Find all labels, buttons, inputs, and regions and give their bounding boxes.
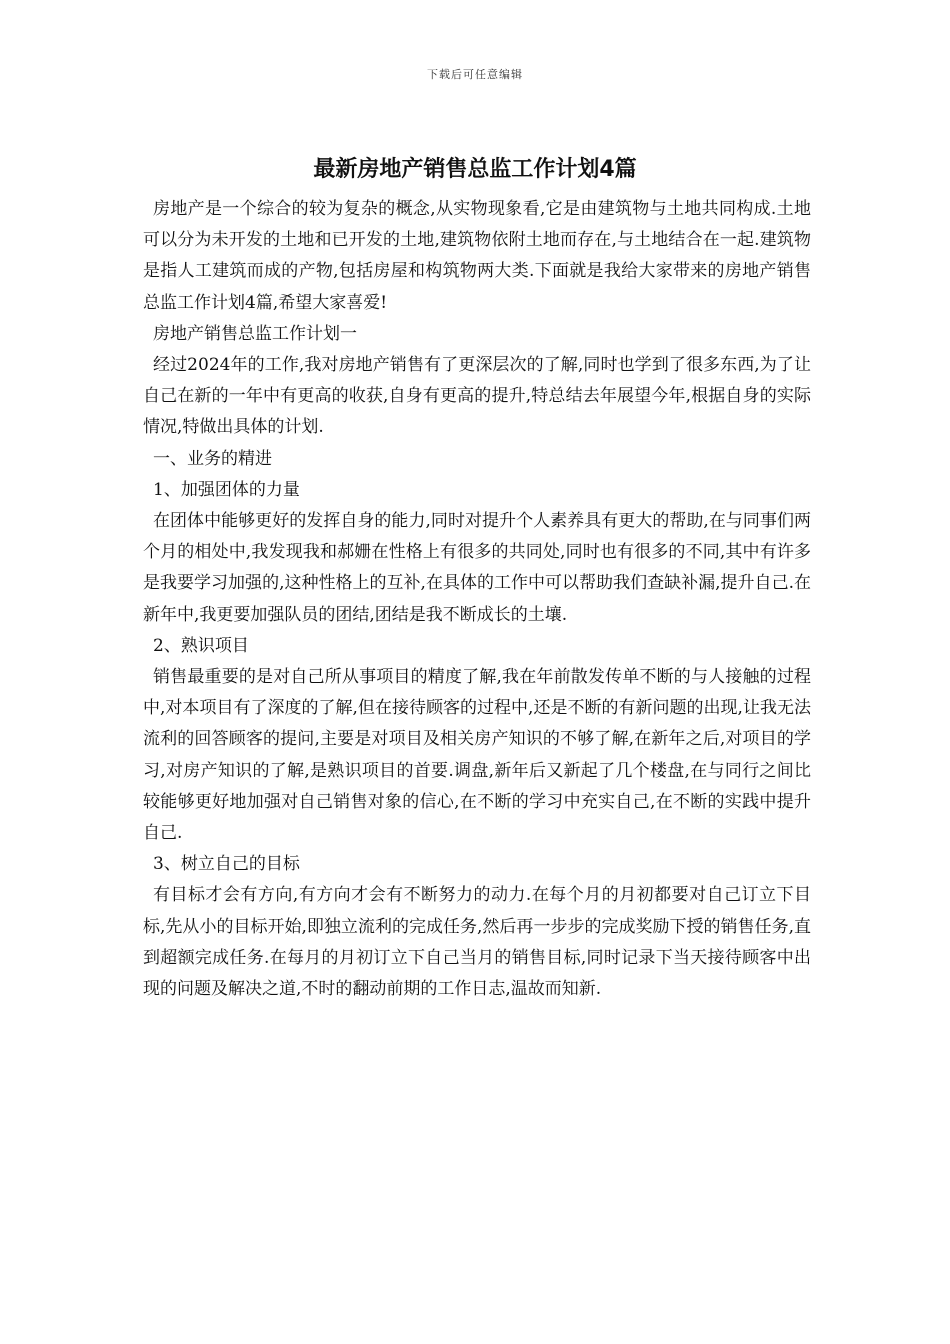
paragraph-goals: 有目标才会有方向,有方向才会有不断努力的动力.在每个月的月初都要对自己订立下目标,先从小的目标开始,即独立流利的完成任务,然后再一步步的完成奖励下授的销售任务,直到超额完成任务.在每月的月初订立下自己当月的销售目标,同时记录下当天接待顾客中出现的问题及解决之道,不时的翻动前期的工作日志,温故而知新.: [143, 885, 811, 1000]
subheading-project: 2、熟识项目: [153, 635, 249, 656]
paragraph-project: 销售最重要的是对自己所从事项目的精度了解,我在年前散发传单不断的与人接触的过程中,对本项目有了深度的了解,但在接待顾客的过程中,还是不断的有新问题的出现,让我无法流利的回答顾客的提问,主要是对项目及相关房产知识的不够了解,在新年之后,对项目的学习,对房产知识的了解,是熟识项目的首要.调盘,新年后又新起了几个楼盘,在与同行之间比较能够更好地加强对自己销售对象的信心,在不断的学习中充实自己,在不断的实践中提升自己.: [143, 667, 811, 844]
paragraph-plan-one-intro: 经过2024年的工作,我对房地产销售有了更深层次的了解,同时也学到了很多东西,为了让自己在新的一年中有更高的收获,自身有更高的提升,特总结去年展望今年,根据自身的实际情况,特做出具体的计划.: [143, 355, 811, 438]
document-body: [143, 194, 811, 1005]
subheading-goals: 3、树立自己的目标: [153, 854, 300, 875]
subheading-team: 1、加强团体的力量: [153, 479, 300, 500]
page-header-note: 下载后可任意编辑: [427, 68, 523, 81]
document-title: 最新房地产销售总监工作计划4篇: [313, 157, 637, 182]
section-heading-business: 一、业务的精进: [153, 448, 272, 469]
paragraph-team: 在团体中能够更好的发挥自身的能力,同时对提升个人素养具有更大的帮助,在与同事们两个月的相处中,我发现我和郝姗在性格上有很多的共同处,同时也有很多的不同,其中有许多是我要学习加强的,这种性格上的互补,在具体的工作中可以帮助我们查缺补漏,提升自己.在新年中,我更要加强队员的团结,团结是我不断成长的土壤.: [143, 511, 811, 625]
section-heading-plan-one: 房地产销售总监工作计划一: [153, 323, 357, 344]
paragraph-intro: 房地产是一个综合的较为复杂的概念,从实物现象看,它是由建筑物与土地共同构成.土地可以分为未开发的土地和已开发的土地,建筑物依附土地而存在,与土地结合在一起.建筑物是指人工建筑而成的产物,包括房屋和构筑物两大类.下面就是我给大家带来的房地产销售总监工作计划4篇,希望大家喜爱!: [143, 199, 811, 313]
